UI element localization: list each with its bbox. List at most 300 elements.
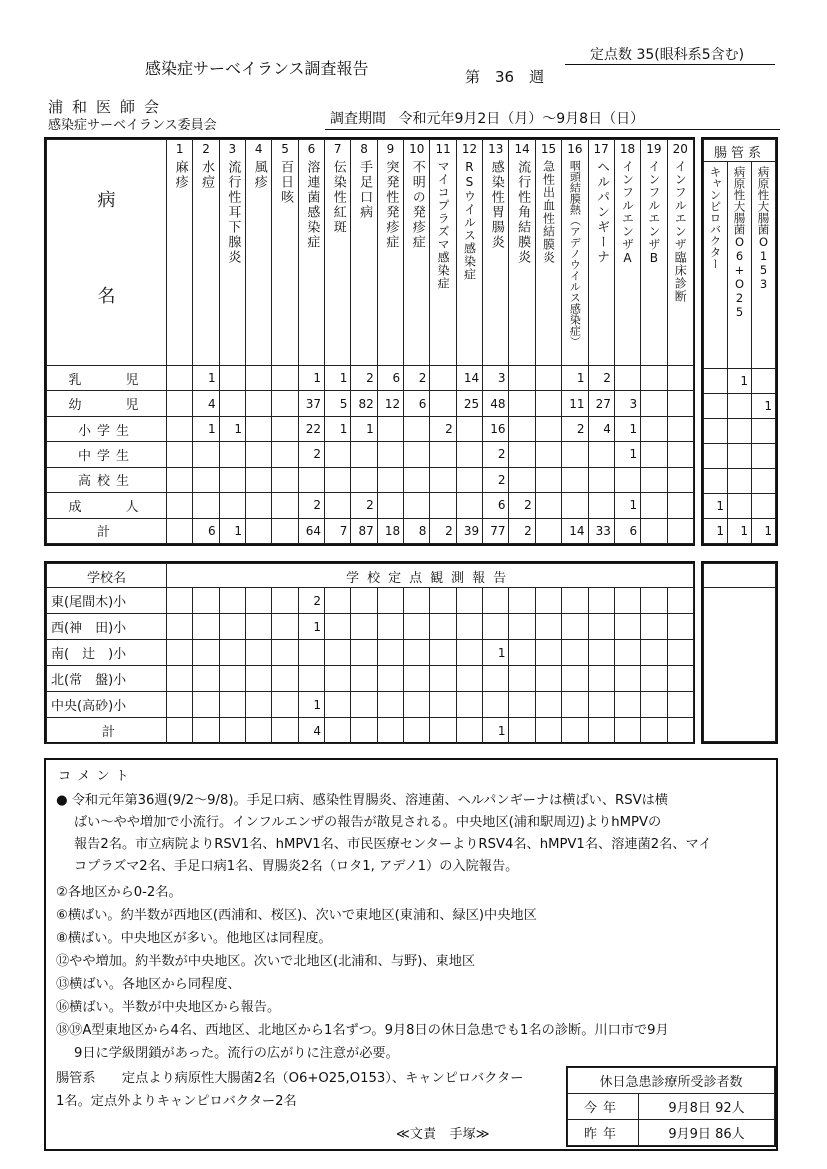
count-cell: 22 (298, 416, 324, 441)
count-cell (404, 467, 430, 492)
count-cell (641, 640, 667, 666)
table-row (47, 391, 694, 416)
count-cell: 64 (298, 518, 324, 543)
count-cell (588, 467, 614, 492)
comment-heading: コメント (58, 769, 135, 784)
count-cell (404, 493, 430, 518)
count-cell (641, 718, 667, 744)
count-cell (535, 493, 561, 518)
count-cell (614, 692, 640, 718)
count-cell: 2 (351, 493, 377, 518)
count-cell (219, 391, 245, 416)
disease-column-header (167, 140, 193, 366)
disease-column-header (430, 140, 456, 366)
row-label: 幼 児 (47, 391, 167, 416)
count-cell (351, 692, 377, 718)
count-cell (404, 640, 430, 666)
count-cell (535, 366, 561, 391)
count-cell (667, 442, 693, 467)
count-cell: 2 (562, 416, 588, 441)
count-cell: 12 (377, 391, 403, 416)
table-row (47, 692, 694, 718)
count-cell (456, 666, 482, 692)
count-cell: 87 (351, 518, 377, 543)
count-cell (535, 467, 561, 492)
count-cell (272, 588, 298, 614)
count-cell (219, 366, 245, 391)
count-cell (509, 640, 535, 666)
count-cell: 6 (404, 391, 430, 416)
count-cell (430, 493, 456, 518)
count-cell (430, 588, 456, 614)
comment-line: ⑱⑲A型東地区から4名、西地区、北地区から1名ずつ。9月8日の休日急患でも1名の診断。川口市で9月 (56, 1023, 669, 1038)
count-cell (325, 692, 351, 718)
count-cell: 1 (193, 366, 219, 391)
table-row (47, 640, 694, 666)
table-row (47, 467, 694, 492)
count-cell (298, 640, 324, 666)
count-cell (298, 467, 324, 492)
count-cell (167, 692, 193, 718)
count-cell (272, 692, 298, 718)
count-cell (728, 468, 752, 493)
count-cell (535, 416, 561, 441)
count-cell: 6 (377, 366, 403, 391)
column-disease-name: インフルエンザ臨床診断 (673, 160, 688, 303)
count-cell (246, 416, 272, 441)
count-cell (614, 666, 640, 692)
count-cell (351, 666, 377, 692)
disease-column-header (404, 140, 430, 366)
comment-line: ⑫やや増加。約半数が中央地区。次いで北地区(北浦和、与野)、東地区 (56, 954, 476, 969)
count-cell (325, 718, 351, 744)
disease-column-header (667, 140, 693, 366)
column-disease-name: 風疹 (251, 160, 267, 190)
count-cell (377, 416, 403, 441)
count-cell (667, 666, 694, 692)
count-cell (456, 640, 482, 666)
count-cell (246, 666, 272, 692)
count-cell (588, 718, 614, 744)
count-cell (246, 442, 272, 467)
divider (565, 64, 775, 65)
count-cell (752, 368, 776, 393)
count-cell (641, 588, 667, 614)
count-cell (430, 640, 456, 666)
table-row (47, 518, 694, 543)
count-cell: 1 (728, 518, 752, 543)
count-cell (404, 718, 430, 744)
row-label: 昨年 (568, 1120, 639, 1146)
count-cell: 5 (325, 391, 351, 416)
count-cell (272, 366, 298, 391)
count-cell (193, 640, 219, 666)
column-disease-name: 伝染性紅斑 (330, 160, 346, 235)
count-cell (667, 640, 694, 666)
comment-line: コプラズマ2名、手足口病1名、胃腸炎2名（ロタ1, アデノ1）の入院報告。 (74, 859, 519, 874)
count-cell (562, 640, 588, 666)
column-disease-name: 感染性胃腸炎 (488, 160, 504, 250)
school-name: 中央(高砂)小 (47, 692, 167, 718)
column-disease-name: 流行性角結膜炎 (515, 160, 531, 265)
period-value: 令和元年9月2日（月）～9月8日（日） (398, 111, 645, 127)
count-cell (167, 416, 193, 441)
table-row (47, 614, 694, 640)
count-cell (246, 467, 272, 492)
table-row (47, 493, 694, 518)
count-cell (588, 614, 614, 640)
table-row (47, 416, 694, 441)
count-cell: 1 (704, 518, 728, 543)
disease-column-header (562, 140, 588, 366)
count-cell (667, 366, 693, 391)
count-cell (588, 692, 614, 718)
count-cell: 3 (614, 391, 640, 416)
count-cell (167, 391, 193, 416)
count-cell (193, 614, 219, 640)
count-cell (456, 614, 482, 640)
count-cell (193, 666, 219, 692)
count-cell (404, 614, 430, 640)
disease-name-header (47, 140, 167, 366)
count-cell (377, 467, 403, 492)
table-row (704, 368, 776, 393)
count-cell (167, 518, 193, 543)
count-cell (535, 692, 561, 718)
count-cell: 1 (614, 416, 640, 441)
column-disease-name: インフルエンザA (620, 160, 635, 266)
count-cell: 82 (351, 391, 377, 416)
count-cell (509, 692, 535, 718)
count-cell (219, 640, 245, 666)
count-cell (219, 467, 245, 492)
column-number: 13 (488, 142, 504, 156)
divider (325, 129, 780, 130)
count-cell (641, 391, 667, 416)
count-cell (219, 692, 245, 718)
count-cell (167, 467, 193, 492)
comment-line: ⑧横ばい。中央地区が多い。他地区は同程度。 (56, 931, 332, 946)
count-cell (246, 391, 272, 416)
column-number: 14 (514, 142, 530, 156)
column-number: 10 (409, 142, 425, 156)
row-label: 乳 児 (47, 366, 167, 391)
count-cell (377, 614, 403, 640)
disease-column-header (377, 140, 403, 366)
count-cell (535, 442, 561, 467)
count-cell (704, 443, 728, 468)
table-row (47, 718, 694, 744)
count-cell (752, 443, 776, 468)
table-row (704, 418, 776, 443)
count-cell (614, 467, 640, 492)
count-cell: 1 (704, 493, 728, 518)
count-cell (562, 614, 588, 640)
count-cell (667, 518, 693, 543)
column-disease-name: マイコプラズマ感染症 (436, 160, 451, 290)
count-cell (325, 588, 351, 614)
row-value: 9月9日 86人 (639, 1120, 775, 1146)
count-cell (167, 493, 193, 518)
count-cell (430, 442, 456, 467)
enteric-pathogen-name: 病原性大腸菌O6+O25 (732, 166, 747, 320)
school-table (44, 561, 695, 744)
count-cell (456, 588, 482, 614)
count-cell (483, 588, 509, 614)
count-cell (667, 588, 694, 614)
row-label: 小学生 (47, 416, 167, 441)
count-cell (728, 393, 752, 418)
count-cell: 1 (325, 416, 351, 441)
count-cell (641, 666, 667, 692)
count-cell: 25 (456, 391, 482, 416)
count-cell: 6 (614, 518, 640, 543)
column-number: 11 (435, 142, 451, 156)
comment-line: ②各地区から0-2名。 (56, 885, 182, 900)
empty-cell (704, 588, 776, 742)
count-cell (667, 493, 693, 518)
count-cell (562, 467, 588, 492)
count-cell (588, 666, 614, 692)
count-cell (509, 614, 535, 640)
comment-line: 9日に学級閉鎖があった。流行の広がりに注意が必要。 (74, 1046, 399, 1061)
count-cell (704, 368, 728, 393)
count-cell: 2 (483, 467, 509, 492)
column-number: 12 (461, 142, 478, 156)
disease-column-header (535, 140, 561, 366)
count-cell: 14 (456, 366, 482, 391)
enteric-school-table (701, 561, 778, 744)
count-cell (351, 614, 377, 640)
week-label: 第 36 週 (465, 68, 545, 86)
column-number: 15 (540, 142, 557, 156)
count-cell (614, 366, 640, 391)
row-label: 成 人 (47, 493, 167, 518)
enteric-column-header (728, 162, 752, 369)
count-cell (167, 366, 193, 391)
column-number: 7 (333, 142, 342, 156)
column-number: 9 (386, 142, 395, 156)
school-name: 西(神 田)小 (47, 614, 167, 640)
count-cell (272, 666, 298, 692)
count-cell: 2 (298, 588, 324, 614)
count-cell: 2 (509, 518, 535, 543)
header-char: 名 (97, 286, 116, 307)
comment-line: ⑯横ばい。半数が中央地区から報告。 (56, 1000, 281, 1015)
count-cell (456, 718, 482, 744)
count-cell (404, 692, 430, 718)
table-row (704, 393, 776, 418)
count-cell: 27 (588, 391, 614, 416)
holiday-clinic-table (566, 1066, 776, 1147)
count-cell (246, 588, 272, 614)
count-cell (404, 416, 430, 441)
count-cell: 2 (588, 366, 614, 391)
count-cell (535, 640, 561, 666)
count-cell (667, 692, 694, 718)
count-cell (614, 588, 640, 614)
comment-line: 報告2名。市立病院よりRSV1名、hMPV1名、市民医療センターよりRSV4名、hMPV1名、溶連菌2名、マイ (74, 837, 712, 852)
count-cell: 2 (298, 493, 324, 518)
disease-column-header (246, 140, 272, 366)
table-row (47, 588, 694, 614)
school-name: 北(常 盤)小 (47, 666, 167, 692)
count-cell (219, 718, 245, 744)
count-cell (430, 666, 456, 692)
row-label: 今年 (568, 1094, 639, 1120)
count-cell (404, 588, 430, 614)
count-cell: 6 (483, 493, 509, 518)
count-cell: 4 (193, 391, 219, 416)
row-label: 計 (47, 518, 167, 543)
count-cell (219, 666, 245, 692)
count-cell: 1 (219, 518, 245, 543)
count-cell (667, 391, 693, 416)
count-cell (562, 493, 588, 518)
count-cell (641, 416, 667, 441)
count-cell (430, 467, 456, 492)
count-cell: 2 (430, 416, 456, 441)
disease-column-header (325, 140, 351, 366)
table-row (704, 468, 776, 493)
count-cell (167, 666, 193, 692)
disease-column-header (483, 140, 509, 366)
count-cell (728, 418, 752, 443)
table-row (47, 666, 694, 692)
count-cell (325, 467, 351, 492)
count-cell: 1 (483, 640, 509, 666)
count-cell (325, 666, 351, 692)
count-cell (509, 666, 535, 692)
column-number: 3 (228, 142, 237, 156)
count-cell (246, 493, 272, 518)
count-cell (377, 666, 403, 692)
column-disease-name: 咽頭結膜熱（アデノウイルス感染症） (568, 160, 582, 347)
count-cell (728, 493, 752, 518)
column-number: 16 (567, 142, 583, 156)
disease-column-header (456, 140, 482, 366)
count-cell (325, 614, 351, 640)
count-cell: 1 (614, 442, 640, 467)
column-disease-name: 急性出血性結膜炎 (541, 160, 556, 264)
disease-column-header (588, 140, 614, 366)
count-cell: 1 (298, 692, 324, 718)
disease-column-header (614, 140, 640, 366)
column-disease-name: 突発性発疹症 (383, 160, 399, 250)
count-cell (404, 666, 430, 692)
table-row (704, 493, 776, 518)
count-cell (325, 493, 351, 518)
count-cell: 16 (483, 416, 509, 441)
count-cell (272, 442, 298, 467)
count-cell (535, 614, 561, 640)
count-cell (456, 467, 482, 492)
count-cell (704, 468, 728, 493)
count-cell (167, 640, 193, 666)
count-cell (298, 666, 324, 692)
school-name-header: 学校名 (47, 564, 167, 588)
count-cell (377, 718, 403, 744)
count-cell (667, 718, 694, 744)
count-cell: 2 (404, 366, 430, 391)
disease-column-header (298, 140, 324, 366)
enteric-table (701, 137, 778, 546)
count-cell (752, 468, 776, 493)
period-label: 調査期間 (330, 111, 386, 127)
count-cell (430, 366, 456, 391)
count-cell: 1 (483, 718, 509, 744)
holiday-clinic-title: 休日急患診療所受診者数 (568, 1068, 775, 1094)
column-disease-name: ヘルパンギーナ (594, 160, 610, 265)
count-cell: 1 (193, 416, 219, 441)
count-cell: 14 (562, 518, 588, 543)
count-cell (325, 442, 351, 467)
comment-line: 1名。定点外よりキャンピロバクター2名 (56, 1094, 297, 1109)
enteric-column-header (752, 162, 776, 369)
table-row (47, 442, 694, 467)
count-cell (535, 718, 561, 744)
column-disease-name: 流行性耳下腺炎 (225, 160, 241, 265)
count-cell (193, 493, 219, 518)
count-cell (641, 467, 667, 492)
count-cell (614, 614, 640, 640)
count-cell (193, 467, 219, 492)
count-cell (483, 614, 509, 640)
count-cell (246, 366, 272, 391)
count-cell: 1 (351, 416, 377, 441)
enteric-pathogen-name: キャンピロバクター (708, 166, 723, 270)
count-cell (377, 588, 403, 614)
count-cell: 48 (483, 391, 509, 416)
count-cell: 39 (456, 518, 482, 543)
count-cell (641, 614, 667, 640)
column-number: 19 (646, 142, 662, 156)
count-cell (219, 588, 245, 614)
count-cell (272, 467, 298, 492)
count-cell (430, 692, 456, 718)
count-cell (272, 614, 298, 640)
count-cell (588, 588, 614, 614)
count-cell (193, 588, 219, 614)
count-cell: 1 (614, 493, 640, 518)
count-cell (167, 588, 193, 614)
column-disease-name: 不明の発疹症 (409, 160, 425, 250)
count-cell (641, 442, 667, 467)
enteric-header: 腸管系 (704, 140, 776, 162)
count-cell (588, 442, 614, 467)
count-cell: 8 (404, 518, 430, 543)
count-cell (509, 442, 535, 467)
count-cell: 1 (752, 518, 776, 543)
count-cell (246, 518, 272, 543)
disease-table (44, 137, 695, 546)
count-cell: 18 (377, 518, 403, 543)
count-cell (351, 640, 377, 666)
count-cell (246, 692, 272, 718)
count-cell (509, 718, 535, 744)
count-cell: 2 (351, 366, 377, 391)
count-cell (430, 718, 456, 744)
count-cell (456, 493, 482, 518)
count-cell (272, 718, 298, 744)
count-cell (456, 416, 482, 441)
count-cell (483, 692, 509, 718)
count-cell (272, 493, 298, 518)
count-cell (752, 418, 776, 443)
count-cell (562, 666, 588, 692)
org-committee: 感染症サーベイランス委員会 (48, 118, 217, 133)
count-cell: 1 (728, 368, 752, 393)
